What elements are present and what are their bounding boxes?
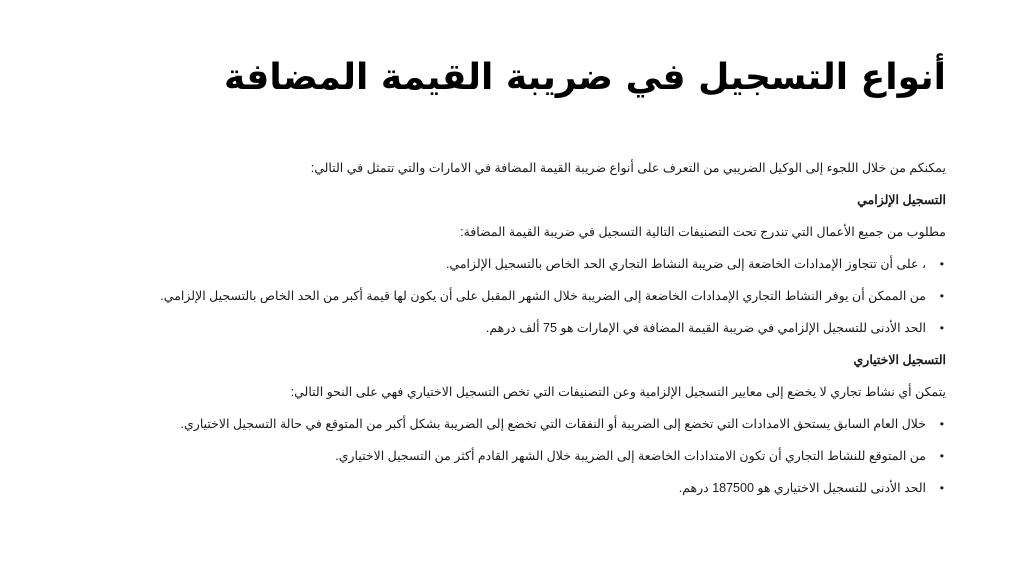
slide-body	[60, 152, 946, 504]
voluntary-bullet-1: • خلال العام السابق يستحق الامدادات التي تخضع إلى الضريبة أو النفقات التي تخضع إلى الضريبة بشكل أكبر من المتوقع في حالة التسجيل الاختياري.	[60, 408, 946, 440]
mandatory-heading: التسجيل الإلزامي	[857, 193, 946, 207]
mandatory-bullet-2: • من الممكن أن يوفر النشاط التجاري الإمدادات الخاضعة إلى الضريبة خلال الشهر المقبل على أن يكون لها قيمة أكبر من الحد الخاص بالتسجيل الإلزامي.	[60, 280, 946, 312]
intro-text: يمكنكم من خلال اللجوء إلى الوكيل الضريبي من التعرف على أنواع ضريبة القيمة المضافة في الامارات والتي تتمثل في التالي:	[310, 161, 946, 175]
mandatory-bullet-1: • ، على أن تتجاوز الإمدادات الخاضعة إلى ضريبة النشاط التجاري الحد الخاص بالتسجيل الإلزامي.	[60, 248, 946, 280]
voluntary-bullet-3: • الحد الأدنى للتسجيل الاختياري هو 187500 درهم.	[60, 472, 946, 504]
mandatory-intro: مطلوب من جميع الأعمال التي تندرج تحت التصنيفات التالية التسجيل في ضريبة القيمة المضافة:	[460, 225, 946, 239]
voluntary-intro: يتمكن أي نشاط تجاري لا يخضع إلى معايير التسجيل الإلزامية وعن التصنيفات التي تخص التسجيل الاختياري فهي على النحو التالي:	[290, 385, 946, 399]
page-title: أنواع التسجيل في ضريبة القيمة المضافة	[223, 57, 946, 98]
voluntary-heading: التسجيل الاختياري	[853, 353, 946, 367]
mandatory-bullet-3: • الحد الأدنى للتسجيل الإلزامي في ضريبة القيمة المضافة في الإمارات هو 75 ألف درهم.	[60, 312, 946, 344]
voluntary-bullet-2: • من المتوقع للنشاط التجاري أن تكون الامتدادات الخاضعة إلى الضريبة خلال الشهر القادم أكثر من التسجيل الاختياري.	[60, 440, 946, 472]
